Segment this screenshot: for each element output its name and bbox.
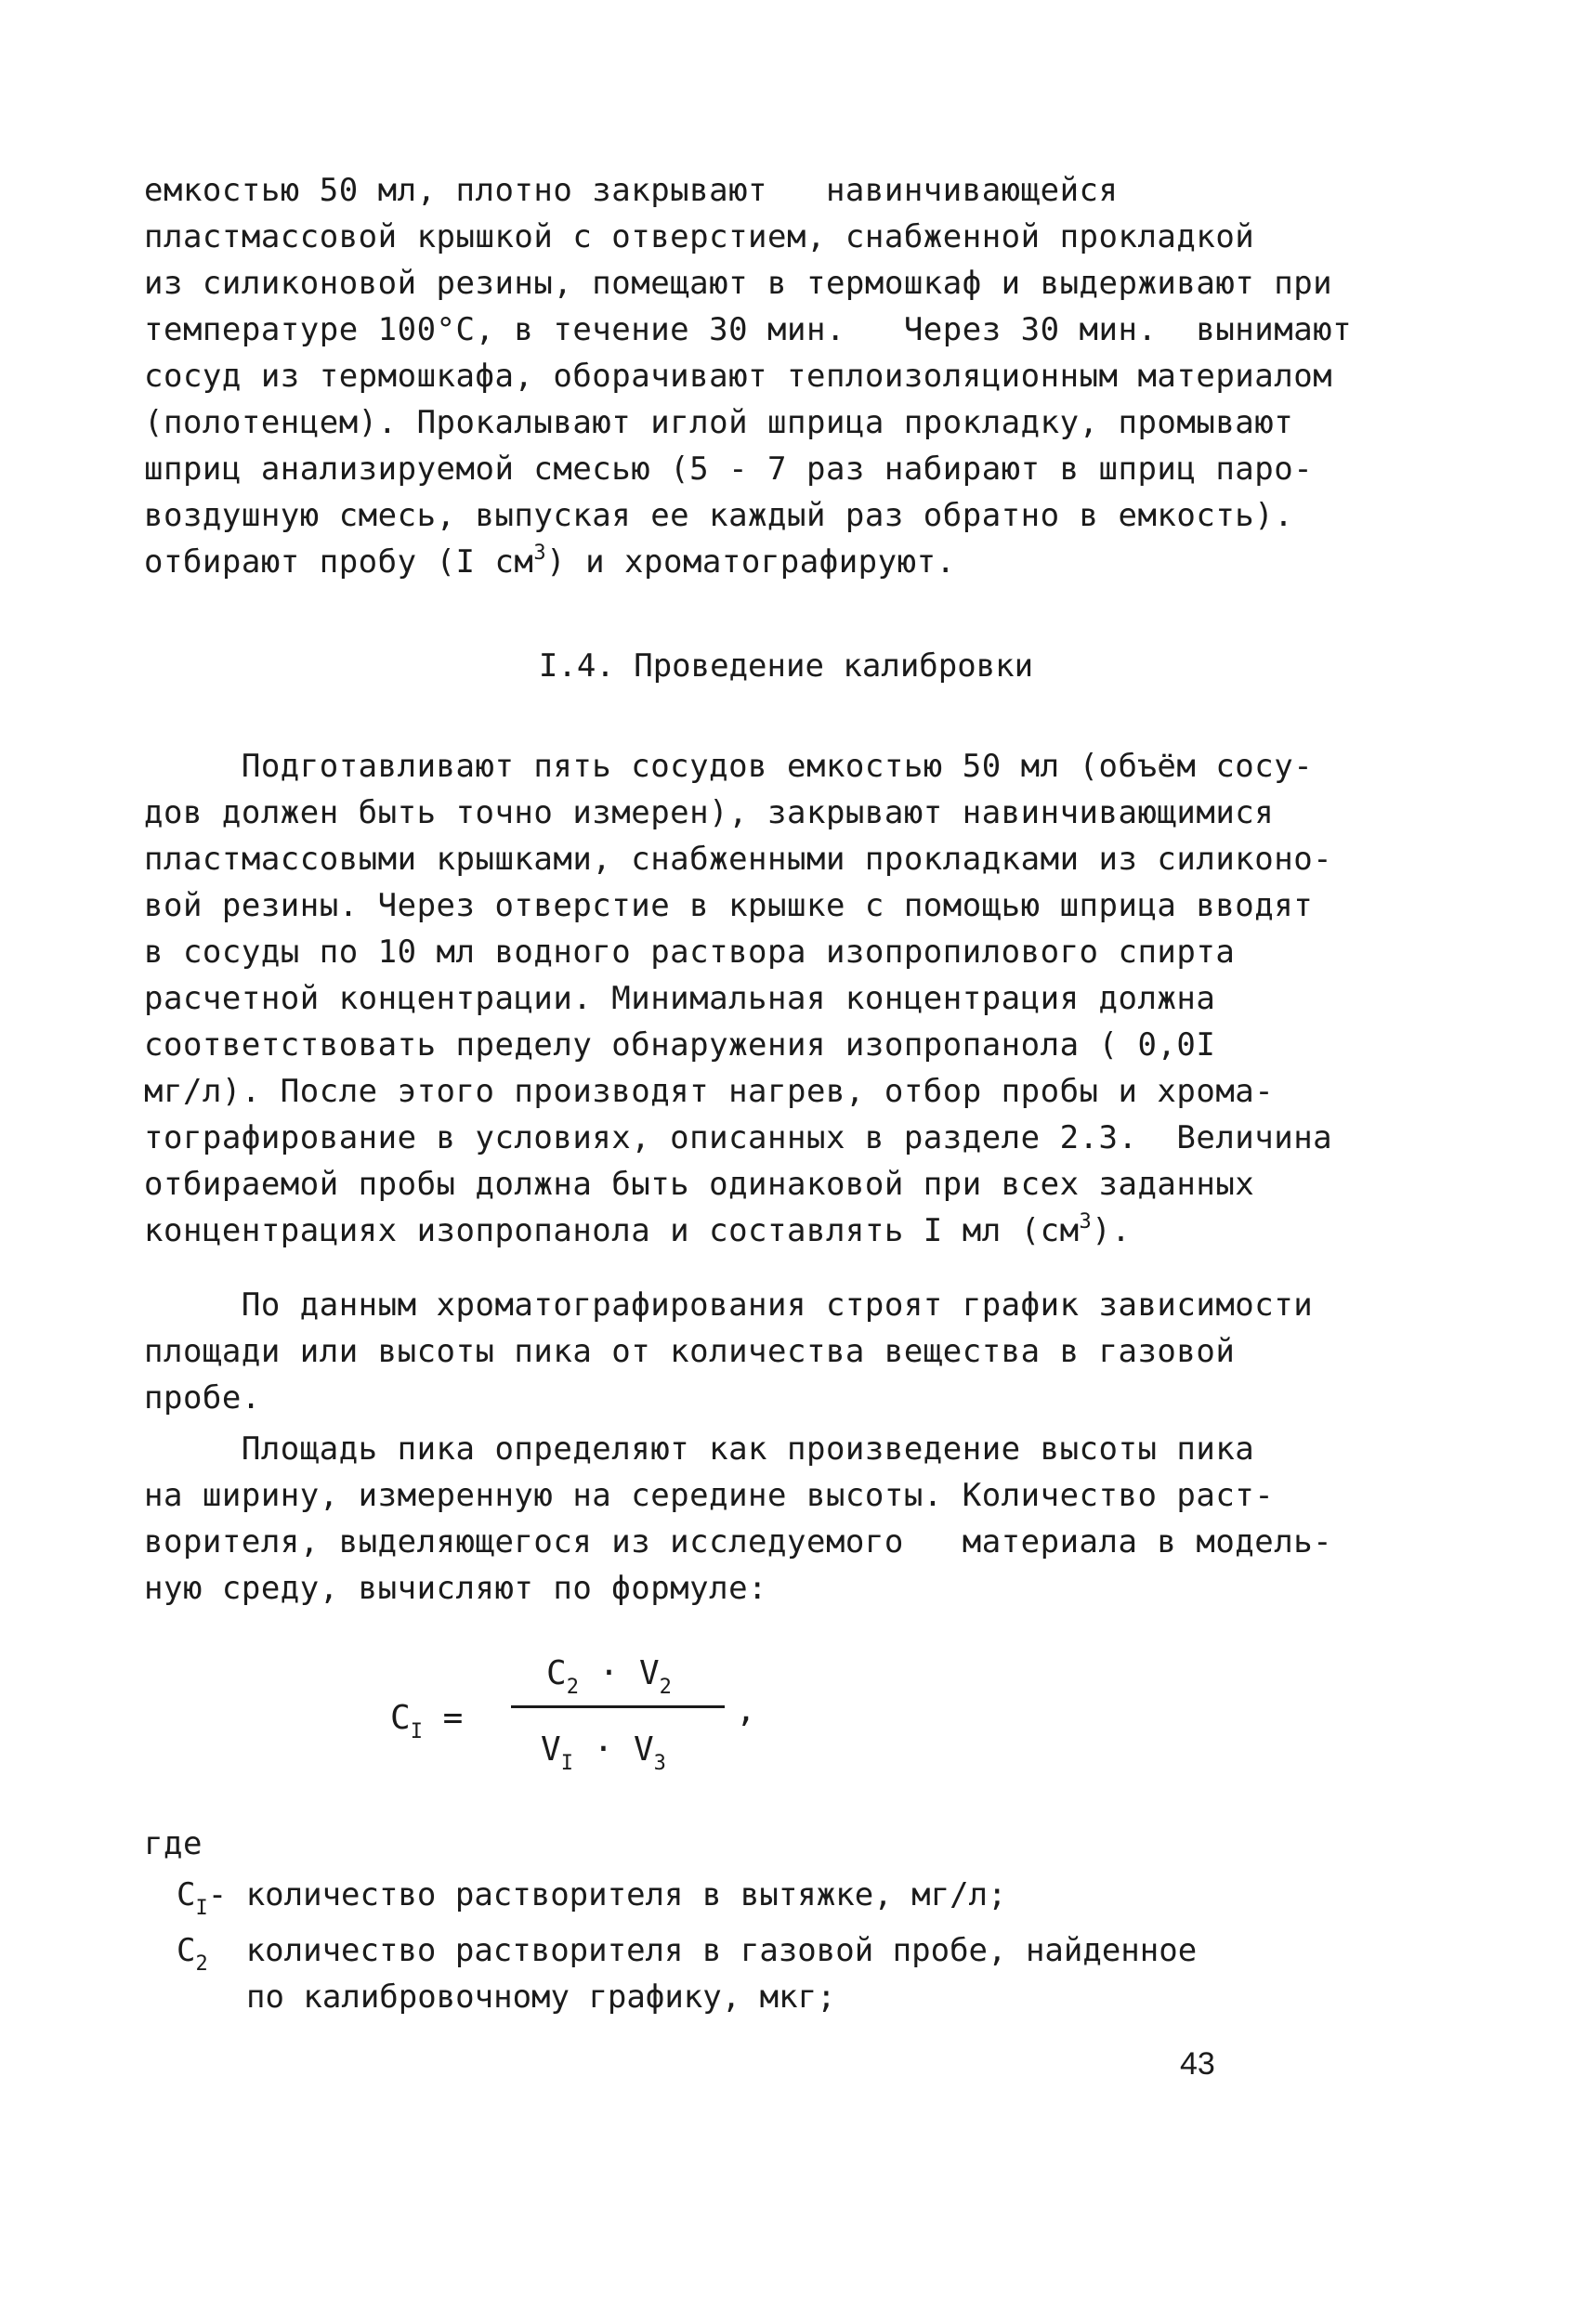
text-line [144, 1208, 1352, 1254]
superscript: 3 [533, 542, 547, 565]
text-line: ворителя, выделяющегося из исследуемого материала в модель- [144, 1523, 1333, 1560]
formula-denominator [541, 1730, 666, 1775]
fraction-bar [511, 1705, 725, 1708]
text-line: в сосуды по 10 мл водного раствора изопропилового спирта [144, 934, 1236, 971]
text-line: пробе. [144, 1379, 261, 1417]
text-line: емкостью 50 мл, плотно закрывают навинчивающейся [144, 172, 1119, 209]
text-line: Подготавливают пять сосудов емкостью 50 мл (объём сосу- [144, 748, 1314, 785]
text-line: шприц анализируемой смесью (5 - 7 раз набирают в шприц паро- [144, 450, 1314, 488]
formula-symbol: V [541, 1730, 561, 1769]
definition-symbol: C [177, 1932, 196, 1969]
text-line: (полотенцем). Прокалывают иглой шприца прокладку, промывают [144, 404, 1294, 441]
superscript: 3 [1079, 1210, 1093, 1234]
subscript: 2 [566, 1676, 579, 1699]
text-line: дов должен быть точно измерен), закрывают навинчивающимися [144, 794, 1275, 831]
text-line: пластмассовыми крышками, снабженными прокладками из силиконо- [144, 841, 1333, 878]
text-line: на ширину, измеренную на середине высоты. Количество раст- [144, 1477, 1275, 1514]
text-line: вой резины. Через отверстие в крышке с помощью шприца вводят [144, 887, 1314, 924]
formula-comma: , [736, 1691, 756, 1730]
text-fragment: отбирают пробу (I см [144, 543, 534, 581]
subscript: 2 [659, 1676, 672, 1699]
text-line: отбираемой пробы должна быть одинаковой при всех заданных [144, 1166, 1255, 1203]
definition-dash [208, 1932, 246, 1969]
formula-operator: · [578, 1654, 639, 1692]
definition-dash: - [207, 1876, 246, 1913]
text-line [144, 539, 1352, 585]
definition-item [177, 1872, 1338, 1918]
formula-symbol: V [638, 1654, 660, 1692]
definition-item [177, 1927, 1338, 1974]
definition-text: количество растворителя в газовой пробе, найденное [245, 1932, 1198, 1969]
text-line: соответствовать пределу обнаружения изопропанола ( 0,0I [144, 1026, 1216, 1064]
section-heading: I.4. Проведение калибровки [538, 647, 1034, 685]
formula-lhs [390, 1698, 464, 1743]
text-line: воздушную смесь, выпуская ее каждый раз обратно в емкость). [144, 497, 1294, 534]
text-line: сосуд из термошкафа, оборачивают теплоизоляционным материалом [144, 358, 1333, 395]
text-line: температуре 100°С, в течение 30 мин. Через 30 мин. вынимают [144, 311, 1353, 348]
text-line: Площадь пика определяют как произведение высоты пика [144, 1430, 1255, 1468]
text-line: пластмассовой крышкой с отверстием, снабженной прокладкой [144, 218, 1255, 255]
formula [390, 1644, 780, 1802]
formula-operator: · [572, 1730, 634, 1769]
text-line: тографирование в условиях, описанных в разделе 2.3. Величина [144, 1119, 1333, 1156]
text-line: из силиконовой резины, помещают в термошкаф и выдерживают при [144, 265, 1333, 302]
subscript: I [410, 1720, 423, 1743]
text-line: расчетной концентрации. Минимальная концентрация должна [144, 980, 1216, 1017]
definition-continuation: по калибровочному графику, мкг; [246, 1978, 836, 2016]
formula-equals: = [442, 1699, 464, 1737]
subscript: I [560, 1752, 573, 1775]
definition-text: количество растворителя в вытяжке, мг/л; [245, 1876, 1007, 1913]
text-fragment: ) и хроматографируют. [546, 543, 956, 581]
text-line: ную среду, вычисляют по формуле: [144, 1570, 768, 1607]
page-number: 43 [1180, 2046, 1215, 2082]
text-fragment: ). [1092, 1212, 1132, 1249]
formula-symbol: C [546, 1654, 567, 1692]
formula-symbol: V [633, 1730, 654, 1769]
text-line: площади или высоты пика от количества вещества в газовой [144, 1333, 1236, 1370]
text-line: мг/л). После этого производят нагрев, отбор пробы и хрома- [144, 1073, 1275, 1110]
definition-symbol: C [177, 1876, 196, 1913]
text-line: По данным хроматографирования строят график зависимости [144, 1286, 1314, 1324]
subscript: 3 [653, 1752, 666, 1775]
subscript: 2 [195, 1952, 208, 1976]
text-fragment: концентрациях изопропанола и составлять I мл (см [144, 1212, 1080, 1249]
where-label: где [144, 1825, 203, 1862]
formula-numerator [546, 1653, 672, 1699]
formula-symbol: C [390, 1699, 411, 1737]
subscript: I [195, 1897, 208, 1920]
